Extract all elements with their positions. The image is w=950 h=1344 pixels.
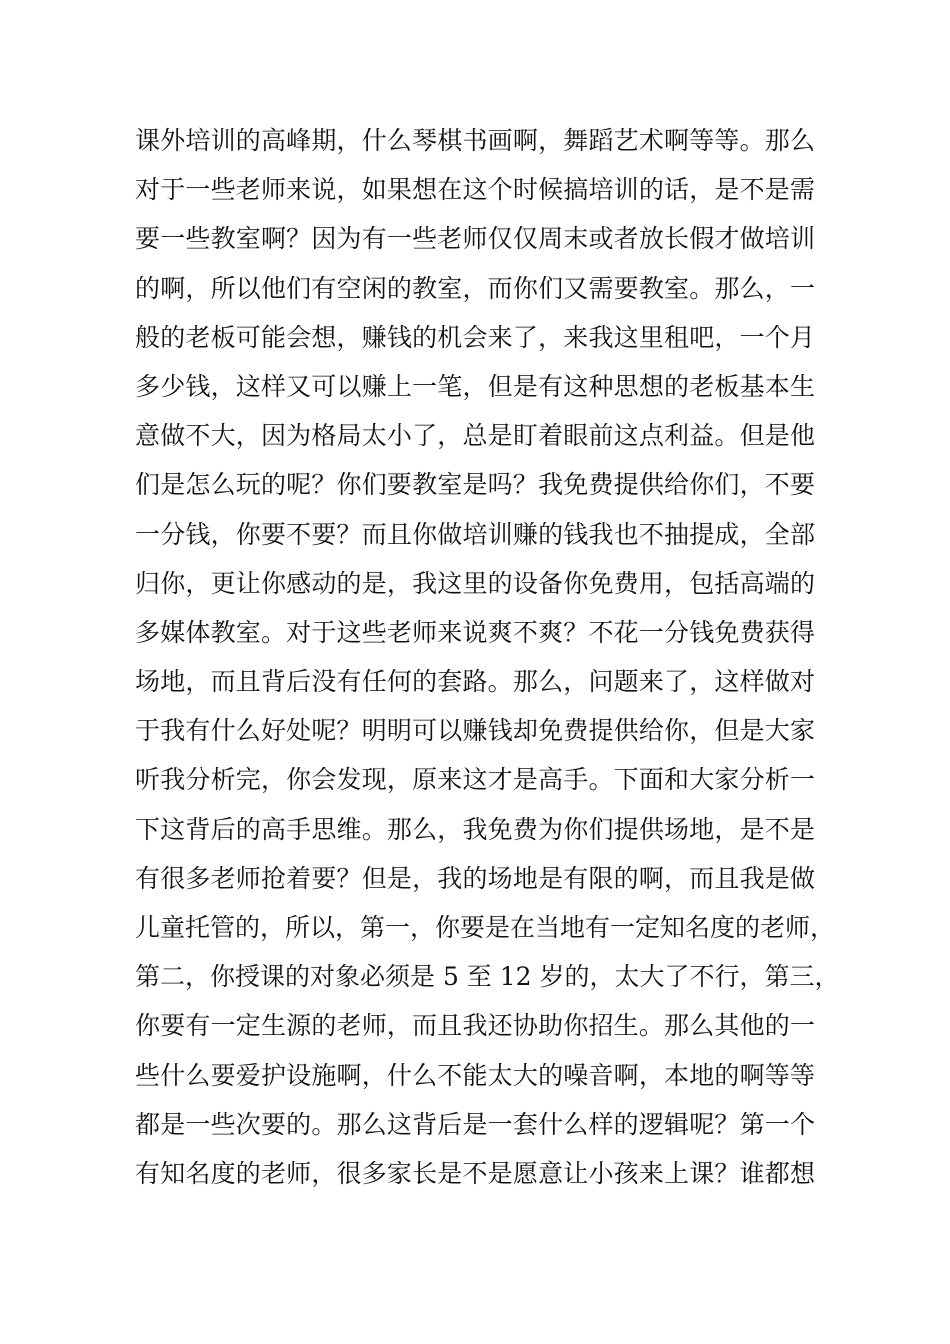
text-line: 们是怎么玩的呢？你们要教室是吗？我免费提供给你们，不要 [135,470,815,500]
text-line: 些什么要爱护设施啊，什么不能太大的噪音啊，本地的啊等等 [135,1060,815,1090]
text-line: 的啊，所以他们有空闲的教室，而你们又需要教室。那么，一 [135,273,815,303]
text-line: 你要有一定生源的老师，而且我还协助你招生。那么其他的一 [135,1011,815,1041]
text-line: 课外培训的高峰期，什么琴棋书画啊，舞蹈艺术啊等等。那么 [135,126,815,155]
text-line: 一分钱，你要不要？而且你做培训赚的钱我也不抽提成，全部 [135,519,815,549]
text-line: 都是一些次要的。那么这背后是一套什么样的逻辑呢？第一个 [135,1109,815,1139]
text-line: 归你，更让你感动的是，我这里的设备你免费用，包括高端的 [135,568,815,598]
text-line: 意做不大，因为格局太小了，总是盯着眼前这点利益。但是他 [135,421,815,451]
text-line: 第二，你授课的对象必须是 5 至 12 岁的，太大了不行，第三， [135,962,840,992]
text-line: 多媒体教室。对于这些老师来说爽不爽？不花一分钱免费获得 [135,617,815,647]
text-line: 有很多老师抢着要？但是，我的场地是有限的啊，而且我是做 [135,863,815,893]
body-text [135,116,840,1198]
text-line: 听我分析完，你会发现，原来这才是高手。下面和大家分析一 [135,765,815,795]
text-line: 下这背后的高手思维。那么，我免费为你们提供场地，是不是 [135,814,815,844]
text-line: 对于一些老师来说，如果想在这个时候搞培训的话，是不是需 [135,175,815,205]
text-line: 场地，而且背后没有任何的套路。那么，问题来了，这样做对 [135,667,815,697]
text-line: 有知名度的老师，很多家长是不是愿意让小孩来上课？谁都想 [135,1158,815,1188]
text-line: 于我有什么好处呢？明明可以赚钱却免费提供给你，但是大家 [135,716,815,746]
text-line: 般的老板可能会想，赚钱的机会来了，来我这里租吧，一个月 [135,322,815,352]
text-line: 要一些教室啊？因为有一些老师仅仅周末或者放长假才做培训 [135,224,815,254]
text-line: 儿童托管的，所以，第一，你要是在当地有一定知名度的老师， [135,913,836,942]
text-line: 多少钱，这样又可以赚上一笔，但是有这种思想的老板基本生 [135,371,815,401]
